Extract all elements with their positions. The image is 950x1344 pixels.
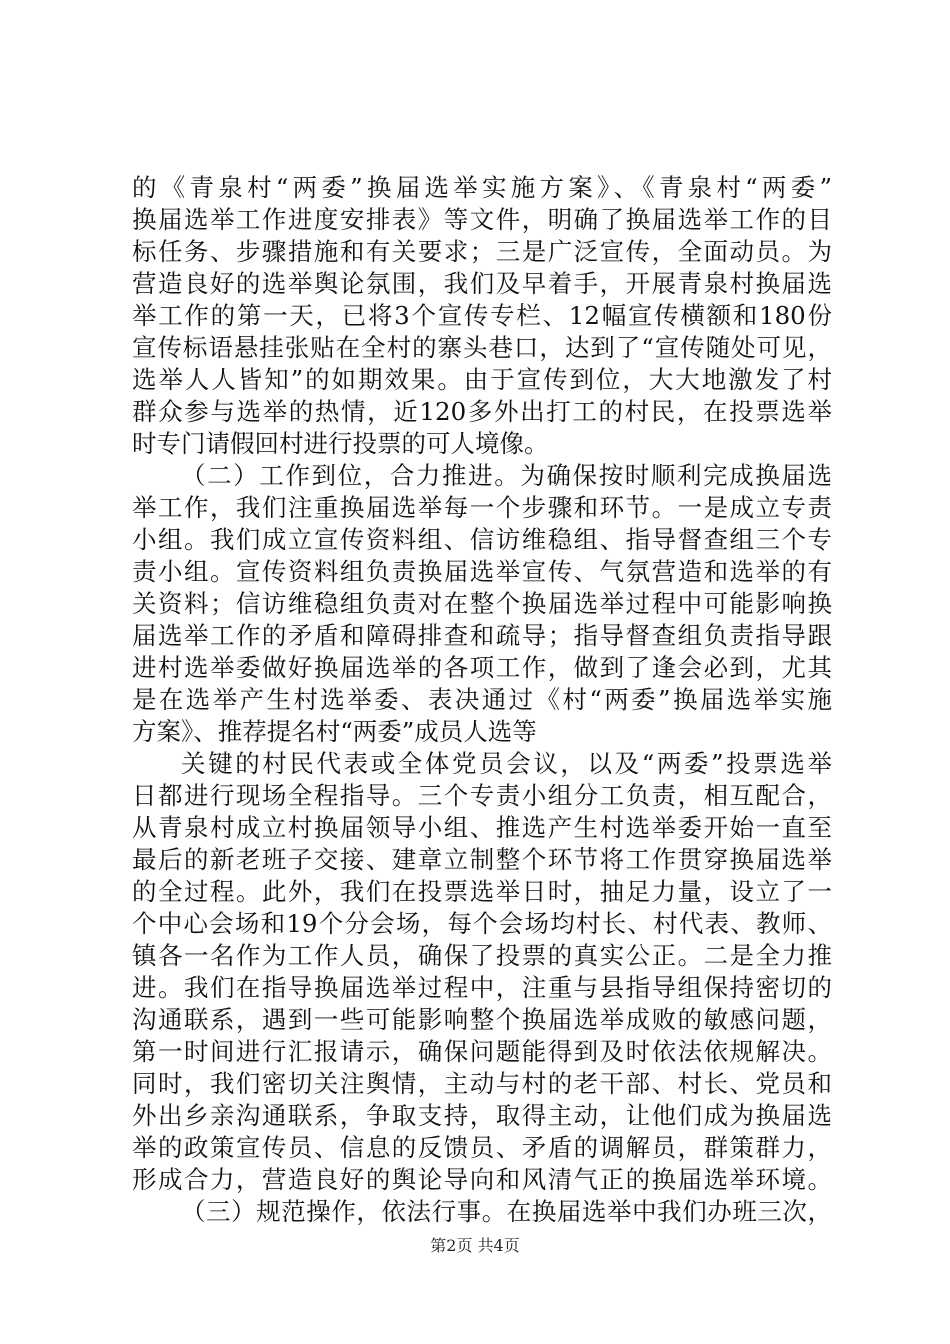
text-line: 第一时间进行汇报请示，确保问题能得到及时依法依规解决。	[132, 1037, 832, 1066]
paragraph-start-line: 关键的村民代表或全体党员会议，以及“两委”投票选举	[181, 749, 832, 778]
text-line: 个中心会场和19个分会场，每个会场均村长、村代表、教师、	[132, 909, 832, 938]
text-line: 营造良好的选举舆论氛围，我们及早着手，开展青泉村换届选	[132, 269, 832, 298]
text-line: 关资料；信访维稳组负责对在整个换届选举过程中可能影响换	[132, 589, 832, 618]
document-body	[132, 172, 832, 1228]
text-line: 举的政策宣传员、信息的反馈员、矛盾的调解员，群策群力，	[132, 1133, 832, 1162]
text-line: 是在选举产生村选举委、表决通过《村“两委”换届选举实施	[132, 685, 832, 714]
text-line: 外出乡亲沟通联系，争取支持，取得主动，让他们成为换届选	[132, 1101, 832, 1130]
text-line: 进。我们在指导换届选举过程中，注重与县指导组保持密切的	[132, 973, 832, 1002]
text-line: 的全过程。此外，我们在投票选举日时，抽足力量，设立了一	[132, 877, 832, 906]
text-line: 换届选举工作进度安排表》等文件，明确了换届选举工作的目	[132, 205, 832, 234]
text-line: 日都进行现场全程指导。三个专责小组分工负责，相互配合，	[132, 781, 832, 810]
text-line: 从青泉村成立村换届领导小组、推选产生村选举委开始一直至	[132, 813, 832, 842]
text-line: 宣传标语悬挂张贴在全村的寨头巷口，达到了“宣传随处可见，	[132, 333, 832, 362]
text-line: 标任务、步骤措施和有关要求；三是广泛宣传，全面动员。为	[132, 237, 832, 266]
text-line: 沟通联系，遇到一些可能影响整个换届选举成败的敏感问题，	[132, 1005, 832, 1034]
text-line: 方案》、推荐提名村“两委”成员人选等	[132, 717, 537, 746]
text-line: 镇各一名作为工作人员，确保了投票的真实公正。二是全力推	[132, 941, 832, 970]
text-line: 届选举工作的矛盾和障碍排查和疏导；指导督查组负责指导跟	[132, 621, 832, 650]
text-line: 同时，我们密切关注舆情，主动与村的老干部、村长、党员和	[132, 1069, 832, 1098]
text-line: 的《青泉村“两委”换届选举实施方案》、《青泉村“两委”	[132, 173, 832, 202]
paragraph-start-line: （二）工作到位，合力推进。为确保按时顺利完成换届选	[181, 461, 832, 490]
text-line: 时专门请假回村进行投票的可人境像。	[132, 429, 549, 458]
text-line: 进村选举委做好换届选举的各项工作，做到了逢会必到，尤其	[132, 653, 832, 682]
text-line: 举工作，我们注重换届选举每一个步骤和环节。一是成立专责	[132, 493, 832, 522]
text-line: 小组。我们成立宣传资料组、信访维稳组、指导督查组三个专	[132, 525, 832, 554]
text-line: 举工作的第一天，已将3个宣传专栏、12幅宣传横额和180份	[132, 301, 832, 330]
text-line: 责小组。宣传资料组负责换届选举宣传、气氛营造和选举的有	[132, 557, 832, 586]
paragraph-start-line: （三）规范操作，依法行事。在换届选举中我们办班三次，	[181, 1197, 832, 1226]
page-number-footer: 第2页 共4页	[430, 1236, 520, 1255]
text-line: 选举人人皆知”的如期效果。由于宣传到位，大大地激发了村	[132, 365, 832, 394]
text-line: 群众参与选举的热情，近120多外出打工的村民，在投票选举	[132, 397, 832, 426]
text-line: 形成合力，营造良好的舆论导向和风清气正的换届选举环境。	[132, 1165, 832, 1194]
text-line: 最后的新老班子交接、建章立制整个环节将工作贯穿换届选举	[132, 845, 832, 874]
